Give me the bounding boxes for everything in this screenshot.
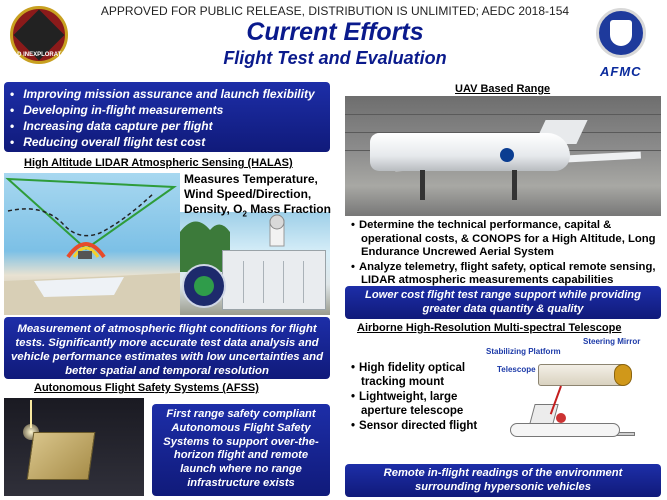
goal-item: • Reducing overall flight test cost [10,134,324,150]
halas-description-box: Measurement of atmospheric flight conditions for flight tests. Significantly more accurate test data analysis and vehicle performance estimates with low uncertainties and better spatial and temporal resolution [4,317,330,379]
uav-landing-gear [512,170,517,200]
telescope-bullet: • Sensor directed flight [351,419,487,433]
uav-heading: UAV Based Range [455,83,551,95]
telescope-label: Telescope [497,365,536,374]
lidar-trailer [222,250,326,310]
afmc-seal-shield [610,20,632,46]
afss-heading: Autonomous Flight Safety Systems (AFSS) [34,382,259,394]
telescope-bullet: • Lightweight, large aperture telescope [351,390,487,418]
uav-bullet: • Determine the technical performance, capital & operational costs, & CONOPS for a High Altitude, Long Endurance Uncrewed Aerial System [351,219,661,260]
uav-bullet-list [351,219,661,289]
goal-item: • Increasing data capture per flight [10,118,324,134]
halas-heading: High Altitude LIDAR Atmospheric Sensing (HALAS) [24,157,293,169]
telescope-cylinder [538,364,626,386]
uav-fuselage [370,133,570,171]
stabilizing-platform-label: Stabilizing Platform [486,347,561,356]
uav-bullet: • Analyze telemetry, flight safety, optical remote sensing, LIDAR atmospheric measurements capabilities [351,261,661,288]
telescope-summary-box: Remote in-flight readings of the environment surrounding hypersonic vehicles [345,464,661,497]
nasa-logo-icon [500,148,514,162]
steering-mirror-label: Steering Mirror [583,337,641,346]
lidar-beam-illustration [4,173,180,315]
halas-diagram-image [4,173,180,315]
release-statement: APPROVED FOR PUBLIC RELEASE, DISTRIBUTION IS UNLIMITED; AEDC 2018-154 [100,4,570,18]
uav-landing-gear [420,170,425,200]
telescope-pod [556,413,566,423]
telescope-bullet-list [351,361,487,434]
afmc-logo: AFMC [600,64,642,79]
steering-mirror [614,364,632,386]
telescope-bullet: • High fidelity optical tracking mount [351,361,487,389]
uav-summary-box: Lower cost flight test range support while providing greater data quantity & quality [345,286,661,319]
goal-item: • Developing in-flight measurements [10,102,324,118]
goals-box [4,82,330,152]
halas-seal-globe [194,276,214,296]
jet-fuselage [510,423,620,437]
afss-description-box: First range safety compliant Autonomous Flight Safety Systems to support over-the-horizon flight and remote launch where no range infrastructure exists [152,404,330,496]
goal-item: • Improving mission assurance and launch flexibility [10,86,324,102]
halas-measures-text: Measures Temperature, Wind Speed/Direction, Density, $O_2$ Mass Fraction [184,172,331,219]
emblem-motto: AD INEXPLORATA [12,52,66,58]
telescope-heading: Airborne High-Resolution Multi-spectral Telescope [357,322,622,334]
page-subtitle: Flight Test and Evaluation [223,48,447,68]
afss-unit [27,432,96,480]
page-title: Current Efforts [246,18,424,46]
